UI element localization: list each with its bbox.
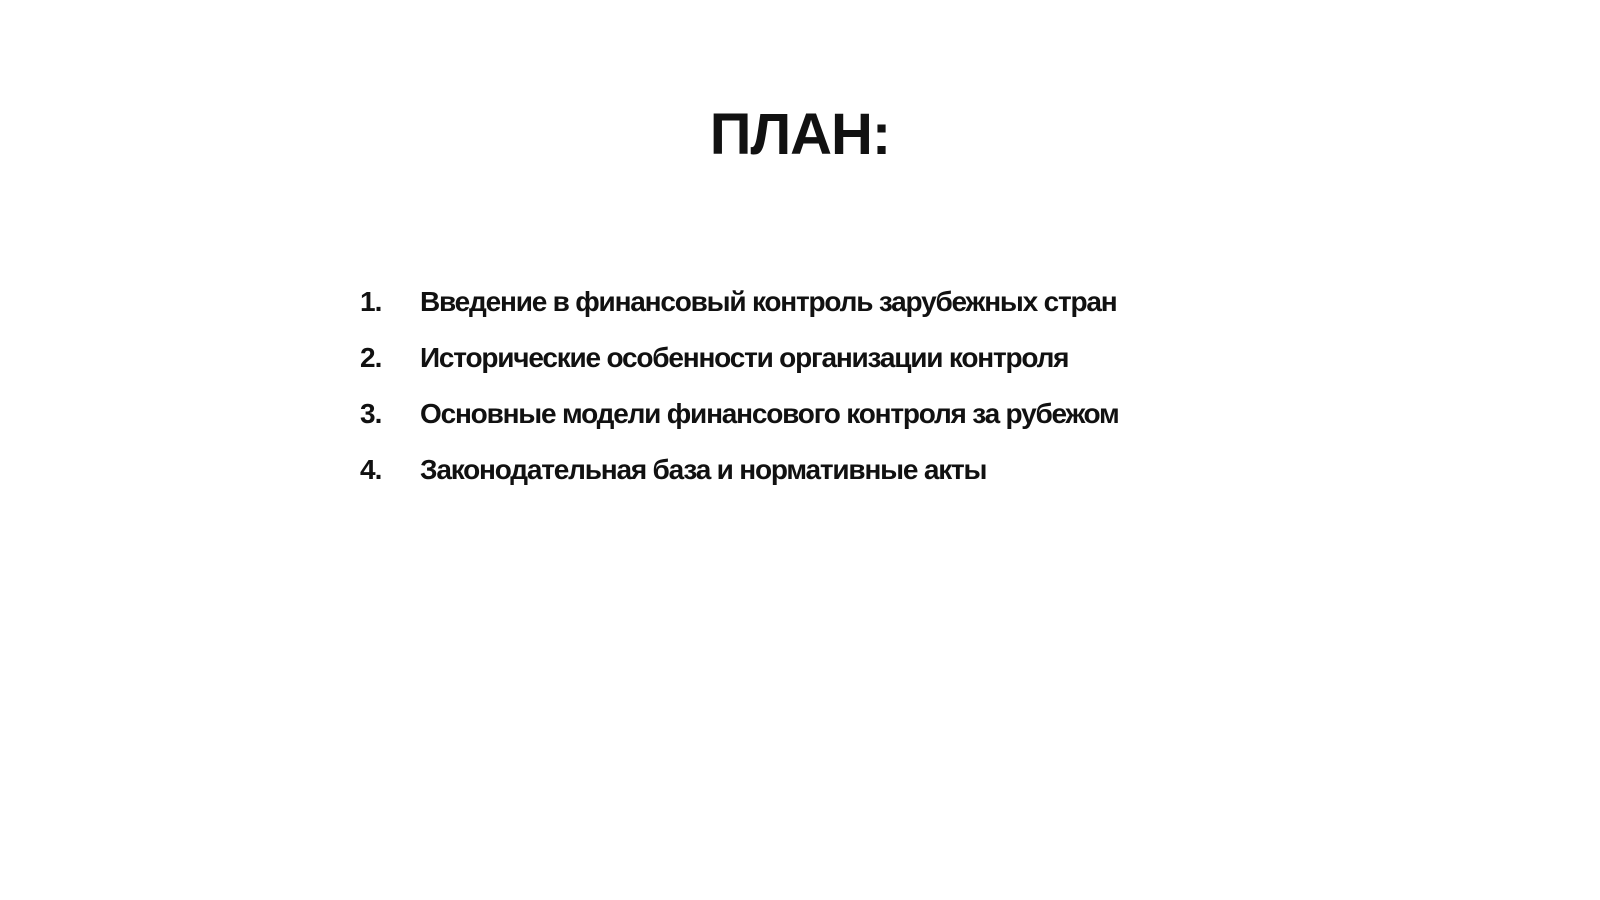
list-item xyxy=(360,454,1119,510)
list-item-text: Законодательная база и нормативные акты xyxy=(420,454,987,485)
list-item xyxy=(360,286,1119,342)
list-item-number: 4. xyxy=(360,454,382,485)
list-item-number: 1. xyxy=(360,286,382,317)
list-item xyxy=(360,398,1119,454)
slide-title: ПЛАН: xyxy=(709,102,891,167)
list-item-text: Введение в финансовый контроль зарубежных стран xyxy=(420,286,1117,317)
list-item-text: Основные модели финансового контроля за рубежом xyxy=(420,398,1119,429)
list-item-number: 3. xyxy=(360,398,382,429)
plan-list xyxy=(360,286,1119,510)
list-item-text: Исторические особенности организации контроля xyxy=(420,342,1069,373)
list-item-number: 2. xyxy=(360,342,382,373)
list-item xyxy=(360,342,1119,398)
